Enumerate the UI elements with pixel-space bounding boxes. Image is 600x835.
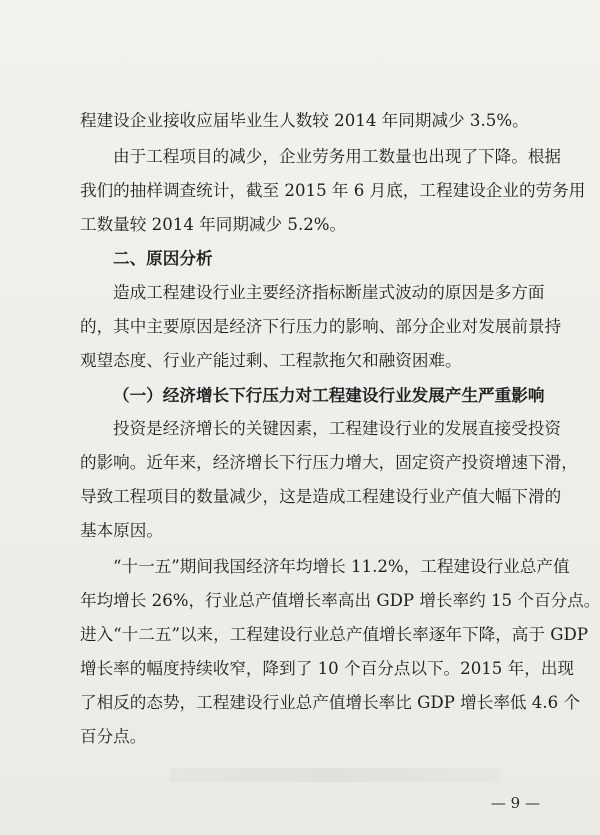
paragraph-line: 由于工程项目的减少，企业劳务用工数量也出现了下降。根据	[113, 147, 562, 166]
paragraph-line: “十一五”期间我国经济年均增长 11.2%，工程建设行业总产值	[113, 557, 570, 576]
paragraph-line: 工数量较 2014 年同期减少 5.2%。	[80, 215, 347, 234]
paragraph-line: 的，其中主要原因是经济下行压力的影响、部分企业对发展前景持	[80, 317, 562, 336]
paragraph-line: 增长率的幅度持续收窄，降到了 10 个百分点以下。2015 年，出现	[80, 659, 575, 678]
paragraph-line: 我们的抽样调查统计，截至 2015 年 6 月底，工程建设企业的劳务用	[80, 181, 586, 200]
paragraph-line: 年均增长 26%，行业总产值增长率高出 GDP 增长率约 15 个百分点。	[80, 591, 600, 610]
paragraph-line: 导致工程项目的数量减少，这是造成工程建设行业产值大幅下滑的	[80, 487, 562, 506]
page-number: — 9 —	[490, 794, 540, 812]
paragraph-line: 基本原因。	[80, 521, 163, 540]
paragraph-line: 的影响。近年来，经济增长下行压力增大，固定资产投资增速下滑，	[80, 453, 578, 472]
subsection-heading: （一）经济增长下行压力对工程建设行业发展产生严重影响	[113, 385, 545, 405]
bleed-through-shadow	[170, 768, 500, 782]
document-body	[80, 104, 600, 754]
paragraph-line: 进入“十二五”以来，工程建设行业总产值增长率逐年下降，高于 GDP	[80, 625, 588, 644]
paragraph-line: 造成工程建设行业主要经济指标断崖式波动的原因是多方面	[113, 283, 545, 302]
paragraph-line: 程建设企业接收应届毕业生人数较 2014 年同期减少 3.5%。	[80, 111, 529, 130]
paragraph-line: 了相反的态势，工程建设行业总产值增长率比 GDP 增长率低 4.6 个	[80, 693, 581, 712]
paragraph-line: 投资是经济增长的关键因素，工程建设行业的发展直接受投资	[113, 419, 562, 438]
section-heading: 二、原因分析	[113, 249, 213, 268]
paragraph-line: 百分点。	[80, 727, 147, 746]
paragraph-line: 观望态度、行业产能过剩、工程款拖欠和融资困难。	[80, 351, 462, 370]
